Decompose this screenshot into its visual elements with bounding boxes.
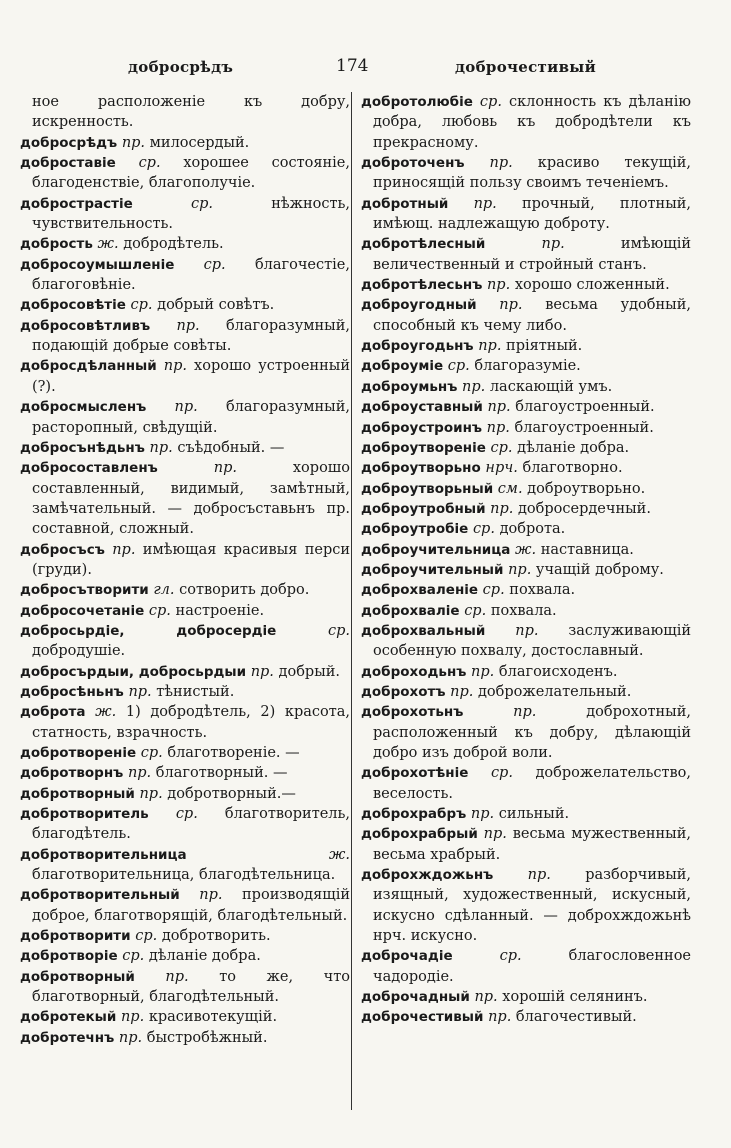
entry-grammar: пр. <box>490 500 514 517</box>
page-header <box>0 54 731 84</box>
dictionary-entry <box>361 621 691 662</box>
dictionary-entry <box>361 194 691 235</box>
dictionary-entry <box>20 784 350 804</box>
entry-headword: доброучительный <box>361 561 504 578</box>
entry-grammar: пр. <box>199 887 223 904</box>
entry-grammar: пр. <box>473 195 497 212</box>
entry-headword: добротный <box>361 195 449 212</box>
entry-grammar: пр. <box>471 663 495 680</box>
entry-definition: дѣланіе добра. <box>517 439 630 456</box>
dictionary-entry <box>361 336 691 356</box>
dictionary-entry <box>361 824 691 865</box>
entry-headword: добросмысленъ <box>20 399 147 416</box>
entry-headword: добротѣлесный <box>361 236 486 253</box>
entry-headword: доброхотъ <box>361 683 446 700</box>
entry-grammar: пр. <box>174 399 198 416</box>
dictionary-entry <box>361 479 691 499</box>
entry-grammar: ср. <box>175 806 198 823</box>
entry-grammar: пр. <box>513 704 537 721</box>
entry-grammar: ср. <box>447 358 470 375</box>
entry-definition: благотвореніе. — <box>167 745 300 761</box>
column-divider <box>351 92 352 1110</box>
entry-definition: учащій доброму. <box>535 561 664 578</box>
entry-grammar: пр. <box>508 561 532 578</box>
entry-grammar: ср. <box>140 745 163 761</box>
entry-definition: доброта. <box>499 521 566 538</box>
dictionary-entry <box>20 662 350 682</box>
entry-headword: доброуміе <box>361 358 444 375</box>
dictionary-entry <box>361 153 691 194</box>
left-column <box>20 92 350 1048</box>
entry-headword: доброугодный <box>361 297 477 314</box>
entry-definition: ласкающій умъ. <box>489 378 613 395</box>
entry-grammar: см. <box>497 480 523 497</box>
entry-grammar: пр. <box>489 155 513 172</box>
entry-headword: добростраcтіе <box>20 195 133 212</box>
entry-definition: благочестіе, благоговѣніе. <box>32 256 350 294</box>
entry-grammar: ж. <box>515 541 537 558</box>
entry-definition: наставница. <box>540 541 634 558</box>
dictionary-entry <box>20 356 350 397</box>
entry-definition: добротворить. <box>161 928 271 945</box>
dictionary-entry <box>20 458 350 539</box>
dictionary-entry <box>20 234 350 254</box>
entry-headword: доброcть <box>20 236 93 253</box>
entry-definition: добросердечный. <box>517 500 651 517</box>
entry-headword: добросочетаніе <box>20 602 145 619</box>
entry-headword: доброточенъ <box>361 155 465 172</box>
entry-headword: доброхотьнъ <box>361 704 464 721</box>
entry-grammar: ср. <box>490 765 513 782</box>
entry-headword: добросоумышленіе <box>20 256 175 273</box>
dictionary-entry <box>20 397 350 438</box>
dictionary-entry <box>361 1007 691 1027</box>
dictionary-entry <box>361 662 691 682</box>
entry-grammar: ср. <box>479 94 502 110</box>
entry-definition: добрый совѣтъ. <box>157 297 275 314</box>
entry-definition: похвала. <box>490 602 557 619</box>
entry-grammar: ср. <box>190 195 213 212</box>
entry-headword: доброхваленіе <box>361 582 479 599</box>
dictionary-entry <box>361 356 691 376</box>
entry-headword: добротворительный <box>20 887 180 904</box>
entry-headword: добросовѣтіе <box>20 297 126 314</box>
entry-headword: добротечнъ <box>20 1029 115 1046</box>
entry-definition: пріятный. <box>506 338 583 355</box>
dictionary-entry <box>20 255 350 296</box>
entry-headword: доброутробіе <box>361 521 469 538</box>
dictionary-entry <box>361 234 691 275</box>
entry-grammar: ср. <box>482 582 505 599</box>
entry-definition: прочный, плотный, имѣющ. надлежащую доброту. <box>373 195 692 233</box>
entry-headword: доброхрабръ <box>361 806 467 823</box>
entry-headword: добротворнъ <box>20 765 124 782</box>
dictionary-entry <box>20 316 350 357</box>
right-column <box>361 92 691 1028</box>
entry-definition: хорошо устроенный (?). <box>32 358 351 395</box>
entry-headword: добротолюбіе <box>361 94 473 110</box>
entry-headword: доброхрабрый <box>361 826 478 843</box>
dictionary-entry <box>361 275 691 295</box>
entry-headword: доброхждожьнъ <box>361 867 494 884</box>
entry-grammar: пр. <box>139 785 163 802</box>
dictionary-entry <box>20 153 350 194</box>
entry-grammar: пр. <box>527 867 551 884</box>
entry-grammar: пр. <box>515 622 539 639</box>
entry-definition: весьма мужественный, весьма храбрый. <box>373 826 691 863</box>
entry-headword: добротворитель <box>20 806 149 823</box>
entry-headword: добросъсъ <box>20 541 105 558</box>
entry-headword: добросовѣтливъ <box>20 317 151 334</box>
entry-headword: доброхвальный <box>361 622 486 639</box>
entry-definition: благоустроенный. <box>515 399 655 416</box>
dictionary-entry <box>20 295 350 315</box>
entry-grammar: ж. <box>97 236 119 253</box>
dictionary-entry <box>361 601 691 621</box>
entry-definition: склонность къ дѣланію добра, любовь къ добродѣтели къ прекрасному. <box>373 94 692 151</box>
entry-definition: похвала. <box>509 582 576 599</box>
entry-definition: благотворитель, благодѣтель. <box>32 806 351 843</box>
entry-definition: благоразумный, расторопный, свѣдущій. <box>32 399 350 436</box>
entry-grammar: ср. <box>138 155 161 172</box>
dictionary-entry <box>361 560 691 580</box>
dictionary-entry <box>361 540 691 560</box>
entry-headword: доброутвореніе <box>361 439 486 456</box>
entry-headword: добросоставленъ <box>20 460 158 477</box>
entry-definition: съѣдобный. — <box>177 439 285 456</box>
entry-grammar: пр. <box>487 399 511 416</box>
entry-definition: благоустроенный. <box>514 419 654 436</box>
entry-grammar: ж. <box>95 704 117 721</box>
entry-grammar: пр. <box>121 134 146 151</box>
entry-headword: добротворный <box>20 968 135 985</box>
entry-grammar: ср. <box>135 928 158 945</box>
dictionary-entry <box>20 621 350 662</box>
entry-grammar: ср. <box>472 521 495 538</box>
entry-grammar: пр. <box>499 297 523 314</box>
dictionary-entry <box>361 702 691 763</box>
entry-grammar: пр. <box>120 1009 145 1026</box>
entry-definition: хорошій селянинъ. <box>502 989 648 1006</box>
dictionary-entry <box>361 92 691 153</box>
dictionary-entry <box>361 682 691 702</box>
entry-definition: доброжелательный. <box>477 683 632 700</box>
entry-headword: добротвореніе <box>20 745 137 761</box>
dictionary-entry <box>20 682 350 702</box>
page-number: 174 <box>336 56 369 76</box>
entry-headword: доброчадный <box>361 989 470 1006</box>
entry-definition: благоразуміе. <box>474 358 581 375</box>
entry-headword: доброугодьнъ <box>361 338 474 355</box>
entry-definition: дѣланіе добра. <box>148 948 261 965</box>
entry-definition: доброжелательство, веселость. <box>373 765 692 802</box>
dictionary-entry <box>20 580 350 600</box>
dictionary-entry <box>20 540 350 581</box>
entry-grammar: пр. <box>450 683 474 700</box>
dictionary-entry <box>20 194 350 235</box>
entry-definition: красиво текущій, приносящій пользу своимъ теченіемъ. <box>373 155 691 192</box>
dictionary-entry <box>361 397 691 417</box>
dictionary-entry <box>20 743 350 763</box>
entry-definition: быстробѣжный. <box>146 1029 268 1046</box>
entry-headword: добросънѣдьнъ <box>20 439 145 456</box>
entry-grammar: пр. <box>118 1029 143 1046</box>
entry-grammar: пр. <box>213 460 237 477</box>
entry-grammar: пр. <box>486 277 511 294</box>
dictionary-entry <box>361 377 691 397</box>
dictionary-entry <box>361 438 691 458</box>
dictionary-entry <box>20 438 350 458</box>
dictionary-entry <box>361 519 691 539</box>
entry-definition: имѣющій величественный и стройный станъ. <box>373 236 692 273</box>
header-left-word: добросрѣдъ <box>128 58 234 76</box>
entry-grammar: пр. <box>163 358 187 375</box>
entry-grammar: пр. <box>462 378 486 395</box>
dictionary-entry <box>361 763 691 804</box>
entry-definition: хорошо сложенный. <box>514 277 670 294</box>
dictionary-entry <box>20 601 350 621</box>
entry-headword: добросрѣдъ <box>20 134 118 151</box>
entry-headword: доброхотѣніе <box>361 765 469 782</box>
entry-headword: доброуставный <box>361 399 483 416</box>
dictionary-entry <box>20 702 350 743</box>
entry-definition: нѣжность, чувствительность. <box>32 195 351 233</box>
dictionary-entry <box>361 499 691 519</box>
entry-grammar: пр. <box>250 663 274 680</box>
header-right-word: доброчестивый <box>455 58 597 76</box>
entry-definition: красивотекущій. <box>148 1009 278 1026</box>
entry-headword: доброумьнъ <box>361 378 458 395</box>
entry-grammar: нрч. <box>485 460 518 477</box>
entry-headword: добросдѣланный <box>20 358 157 375</box>
entry-headword: доброставіе <box>20 155 116 172</box>
entry-headword: доброутворьный <box>361 480 494 497</box>
entry-headword: доброутробный <box>361 500 486 517</box>
entry-definition: милосердый. <box>149 134 250 151</box>
entry-grammar: пр. <box>149 439 173 456</box>
dictionary-entry <box>20 804 350 845</box>
dictionary-entry <box>20 763 350 783</box>
entry-definition: доброутворьно. <box>527 480 646 497</box>
entry-definition: ное расположеніе къ добру, искренность. <box>32 94 350 131</box>
dictionary-entry <box>20 926 350 946</box>
entry-grammar: ср. <box>148 602 171 619</box>
entry-definition: настроеніе. <box>175 602 265 619</box>
entry-grammar: пр. <box>488 1009 512 1026</box>
dictionary-entry <box>20 133 350 153</box>
entry-grammar: пр. <box>127 765 152 782</box>
entry-headword: добротворный <box>20 785 135 802</box>
dictionary-entry <box>20 885 350 926</box>
dictionary-entry <box>20 845 350 886</box>
entry-definition: сильный. <box>498 806 570 823</box>
entry-headword: доброчадіе <box>361 948 453 965</box>
entry-grammar: ср. <box>464 602 487 619</box>
entry-definition: добродушіе. <box>32 643 126 660</box>
entry-headword: доброутворьно <box>361 460 481 477</box>
entry-definition: благочестивый. <box>515 1009 637 1026</box>
entry-headword: добросътворити <box>20 582 149 599</box>
entry-definition: весьма удобный, способный къ чему либо. <box>373 297 691 334</box>
entry-definition: добродѣтель. <box>123 236 224 253</box>
dictionary-entry <box>20 946 350 966</box>
dictionary-entry <box>20 967 350 1008</box>
entry-headword: доброустроинъ <box>361 419 483 436</box>
entry-headword: доброчестивый <box>361 1009 484 1026</box>
entry-definition: хорошее состояніе, благоденствіе, благополучіе. <box>32 155 350 192</box>
dictionary-entry <box>361 946 691 987</box>
dictionary-entry <box>361 987 691 1007</box>
entry-grammar: ср. <box>327 622 350 639</box>
entry-definition: благословенное чадородіе. <box>373 948 692 985</box>
entry-grammar: пр. <box>478 338 502 355</box>
entry-grammar: пр. <box>486 419 510 436</box>
entry-definition: разборчивый, изящный, художественный, искусный, искусно сдѣланный. — доброхждожьнѣ нрч. искусно. <box>373 867 692 945</box>
entry-headword: добротворительница <box>20 846 187 863</box>
entry-grammar: пр. <box>483 826 507 843</box>
entry-grammar: пр. <box>165 968 189 985</box>
entry-headword: добросѣньнъ <box>20 683 124 700</box>
entry-headword: доброучительница <box>361 541 511 558</box>
entry-grammar: ср. <box>499 948 522 965</box>
entry-headword: добротекый <box>20 1009 117 1026</box>
dictionary-entry <box>20 1007 350 1027</box>
entry-headword: доброхваліе <box>361 602 460 619</box>
dictionary-entry <box>20 1028 350 1048</box>
entry-grammar: пр. <box>474 989 498 1006</box>
entry-grammar: ж. <box>328 846 350 863</box>
entry-definition: благотворительница, благодѣтельница. <box>32 867 336 884</box>
entry-definition: благотворный. — <box>155 765 288 782</box>
dictionary-entry <box>361 458 691 478</box>
entry-definition: добротворный.— <box>167 785 296 802</box>
entry-definition: заслуживающій особенную похвалу, достославный. <box>373 622 692 660</box>
entry-headword: добротворити <box>20 928 131 945</box>
dictionary-entry <box>361 418 691 438</box>
entry-definition: хорошо составленный, видимый, замѣтный, замѣчательный. — добросъставьнъ пр. составной, сложный. <box>32 460 351 538</box>
entry-definition: тѣнистый. <box>156 683 235 700</box>
entry-grammar: ср. <box>490 439 513 456</box>
entry-headword: доброходьнъ <box>361 663 467 680</box>
entry-grammar: пр. <box>112 541 136 558</box>
entry-headword: добротворіе <box>20 948 118 965</box>
entry-definition: благоисходенъ. <box>498 663 618 680</box>
dictionary-entry <box>361 295 691 336</box>
dictionary-entry <box>361 865 691 946</box>
entry-grammar: гл. <box>153 582 175 599</box>
entry-headword: добросърдыи, добросьрдыи <box>20 663 247 680</box>
entry-grammar: ср. <box>130 297 153 314</box>
entry-definition: имѣющая красивыя перси (груди). <box>32 541 351 578</box>
entry-grammar: ср. <box>122 948 145 965</box>
entry-definition: 1) добродѣтель, 2) красота, статность, взрачность. <box>32 704 351 741</box>
entry-grammar: пр. <box>541 236 565 253</box>
entry-definition: производящій доброе, благотворящій, благодѣтельный. <box>32 887 351 924</box>
entry-grammar: пр. <box>470 806 495 823</box>
dictionary-entry <box>361 580 691 600</box>
dictionary-entry <box>361 804 691 824</box>
entry-definition: то же, что благотворный, благодѣтельный. <box>32 968 351 1006</box>
entry-headword: добросьрдіе, добросердіе <box>20 622 277 639</box>
entry-definition: благотворно. <box>522 460 623 477</box>
entry-headword: добротѣлесьнъ <box>361 277 483 294</box>
entry-grammar: ср. <box>203 256 226 273</box>
entry-definition: благоразумный, подающій добрые совѣты. <box>32 317 350 355</box>
entry-headword: доброта <box>20 704 86 721</box>
entry-grammar: пр. <box>176 317 200 334</box>
entry-definition: сотворить добро. <box>179 582 310 599</box>
entry-definition: доброхотный, расположенный къ добру, дѣлающій добро изъ доброй воли. <box>373 704 691 761</box>
dictionary-entry <box>20 92 350 133</box>
entry-definition: добрый. <box>278 663 341 680</box>
entry-grammar: пр. <box>128 683 152 700</box>
